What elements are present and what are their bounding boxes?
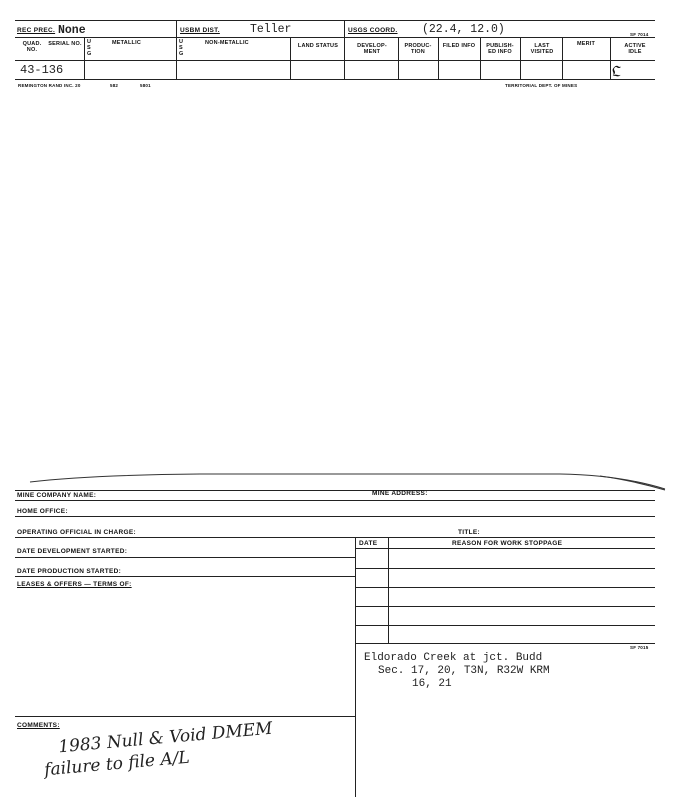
rec-prec-label: REC PREC. xyxy=(17,27,56,34)
quad-value: 43-136 xyxy=(20,63,64,77)
footer-code-1: 582 xyxy=(110,83,119,88)
col-non-metallic: NON-METALLIC xyxy=(205,40,249,46)
col-serial-no: SERIAL NO. xyxy=(48,41,82,47)
usgs-coord-value: (22.4, 12.0) xyxy=(422,23,505,36)
operating-official-label: OPERATING OFFICIAL IN CHARGE: xyxy=(17,529,136,536)
col-land-status: LAND STATUS xyxy=(297,43,339,49)
handwritten-note-1: 1983 Null & Void DMEM xyxy=(57,718,274,758)
active-mark: ℑ xyxy=(612,63,622,79)
col-quad-no: QUAD. NO. xyxy=(22,41,42,53)
col-metallic: METALLIC xyxy=(112,40,141,46)
col-usg-metallic: U S G xyxy=(87,39,92,57)
rec-prec-value: None xyxy=(58,24,86,37)
col-production: PRODUC- TION xyxy=(404,43,432,55)
mine-address-label: MINE ADDRESS: xyxy=(372,490,428,497)
card-edge xyxy=(0,470,678,495)
printer-credit: REMINGTON RAND INC. 20 xyxy=(18,83,81,88)
col-published-info: PUBLISH- ED INFO xyxy=(486,43,514,55)
usgs-coord-label: USGS COORD. xyxy=(348,27,398,34)
col-development: DEVELOP- MENT xyxy=(357,43,387,55)
usbm-dist-value: Teller xyxy=(250,23,292,36)
date-production-label: DATE PRODUCTION STARTED: xyxy=(17,568,122,575)
usbm-dist-label: USBM DIST. xyxy=(180,27,220,34)
home-office-label: HOME OFFICE: xyxy=(17,508,68,515)
form-number-bottom: SF 7015 xyxy=(630,645,649,650)
footer-code-2: 5801 xyxy=(140,83,151,88)
title-label: TITLE: xyxy=(458,529,481,536)
comments-label: COMMENTS: xyxy=(17,722,60,729)
location-line-3: 16, 21 xyxy=(412,678,452,690)
date-development-label: DATE DEVELOPMENT STARTED: xyxy=(17,548,128,555)
col-active-idle: ACTIVE IDLE xyxy=(624,43,646,55)
reason-column-header: REASON FOR WORK STOPPAGE xyxy=(452,540,563,547)
location-line-1: Eldorado Creek at jct. Budd xyxy=(364,652,543,664)
mine-company-name-label: MINE COMPANY NAME: xyxy=(17,492,97,499)
form-number: SF 7014 xyxy=(630,32,649,37)
col-filed-info: FILED INFO xyxy=(442,43,476,49)
col-merit: MERIT xyxy=(576,41,596,47)
col-usg-nonmetallic: U S G xyxy=(179,39,184,57)
date-column-header: DATE xyxy=(359,540,378,547)
leases-offers-label: LEASES & OFFERS — TERMS OF: xyxy=(17,581,132,588)
handwritten-note-2: failure to file A/L xyxy=(43,747,191,781)
location-block xyxy=(364,652,550,691)
col-last-visited: LAST VISITED xyxy=(530,43,554,55)
territorial-dept-footer: TERRITORIAL DEPT. OF MINES xyxy=(505,83,578,88)
location-line-2: Sec. 17, 20, T3N, R32W KRM xyxy=(378,665,550,677)
